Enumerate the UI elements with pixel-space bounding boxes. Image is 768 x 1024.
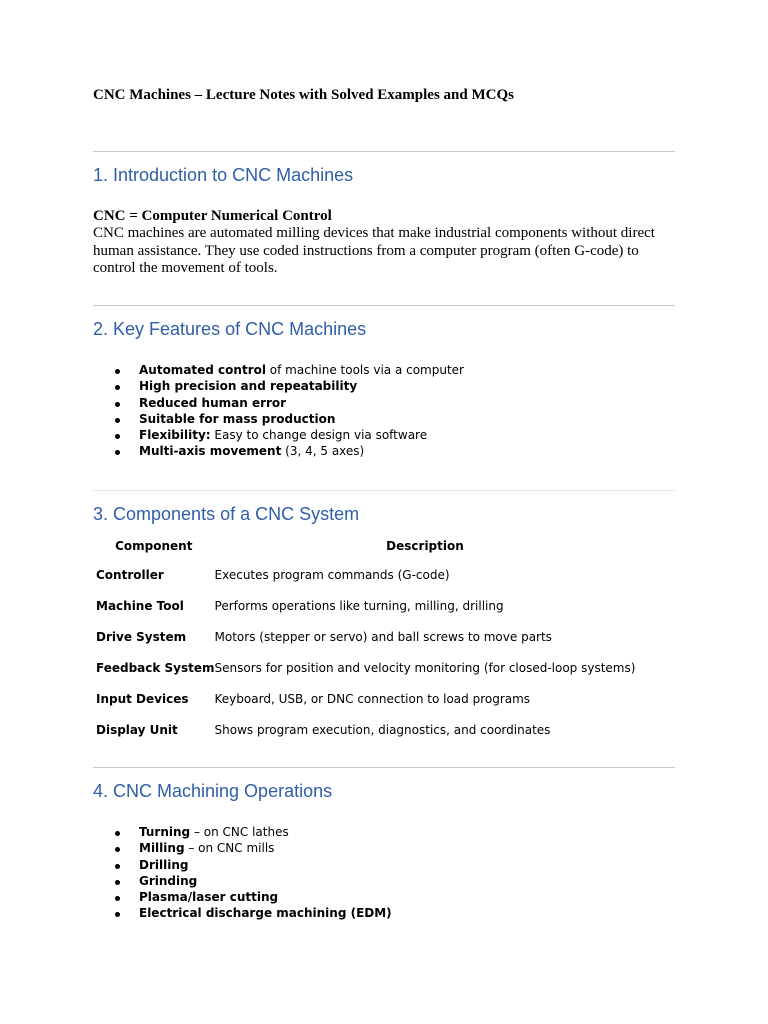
list-item: Drilling [93,857,392,873]
table-row [93,652,635,683]
list-item: Flexibility: Easy to change design via software [93,427,464,443]
operations-list [93,824,392,922]
component-description: Keyboard, USB, or DNC connection to load programs [214,691,531,706]
list-item: Multi-axis movement (3, 4, 5 axes) [93,443,464,459]
table-row [93,559,635,590]
heading-introduction: 1. Introduction to CNC Machines [93,165,354,185]
list-item: High precision and repeatability [93,378,464,394]
table-header-row [93,533,635,559]
table-row [93,714,635,745]
components-table [93,533,635,745]
component-description: Motors (stepper or servo) and ball screws to move parts [214,629,552,644]
component-name: Input Devices [96,691,189,706]
component-name: Drive System [96,629,187,644]
column-header-component: Component [115,539,193,553]
list-item: Automated control of machine tools via a computer [93,362,464,378]
section-divider [93,305,675,306]
features-list [93,362,464,460]
bullet-icon [115,369,120,374]
component-description: Sensors for position and velocity monitoring (for closed-loop systems) [214,660,636,675]
cnc-definition: CNC = Computer Numerical Control [93,208,332,224]
column-header-description: Description [386,539,464,553]
bullet-icon [115,847,120,852]
list-item: Suitable for mass production [93,411,464,427]
bullet-icon [115,418,120,423]
table-row [93,621,635,652]
table-row [93,683,635,714]
component-name: Display Unit [96,722,178,737]
heading-key-features: 2. Key Features of CNC Machines [93,319,367,339]
heading-operations: 4. CNC Machining Operations [93,781,333,801]
list-item: Reduced human error [93,395,464,411]
section-divider [93,151,675,152]
section-divider [93,490,675,491]
bullet-icon [115,896,120,901]
list-item: Plasma/laser cutting [93,889,392,905]
bullet-icon [115,864,120,869]
list-item: Grinding [93,873,392,889]
component-name: Feedback System [96,660,215,675]
bullet-icon [115,880,120,885]
list-item: Turning – on CNC lathes [93,824,392,840]
list-item: Electrical discharge machining (EDM) [93,905,392,921]
bullet-icon [115,831,120,836]
component-name: Machine Tool [96,598,184,613]
bullet-icon [115,434,120,439]
component-description: Performs operations like turning, milling, drilling [214,598,504,613]
list-item: Milling – on CNC mills [93,840,392,856]
bullet-icon [115,912,120,917]
intro-paragraph: CNC machines are automated milling devices that make industrial components without direct human assistance. They use coded instructions from a computer program (often G-code) to control the movement of tools. [93,225,655,276]
component-name: Controller [96,567,164,582]
bullet-icon [115,385,120,390]
heading-components: 3. Components of a CNC System [93,504,360,524]
bullet-icon [115,450,120,455]
bullet-icon [115,402,120,407]
component-description: Executes program commands (G-code) [214,567,450,582]
table-row [93,590,635,621]
section-divider [93,767,675,768]
component-description: Shows program execution, diagnostics, and coordinates [214,722,551,737]
document-title: CNC Machines – Lecture Notes with Solved Examples and MCQs [93,87,514,103]
